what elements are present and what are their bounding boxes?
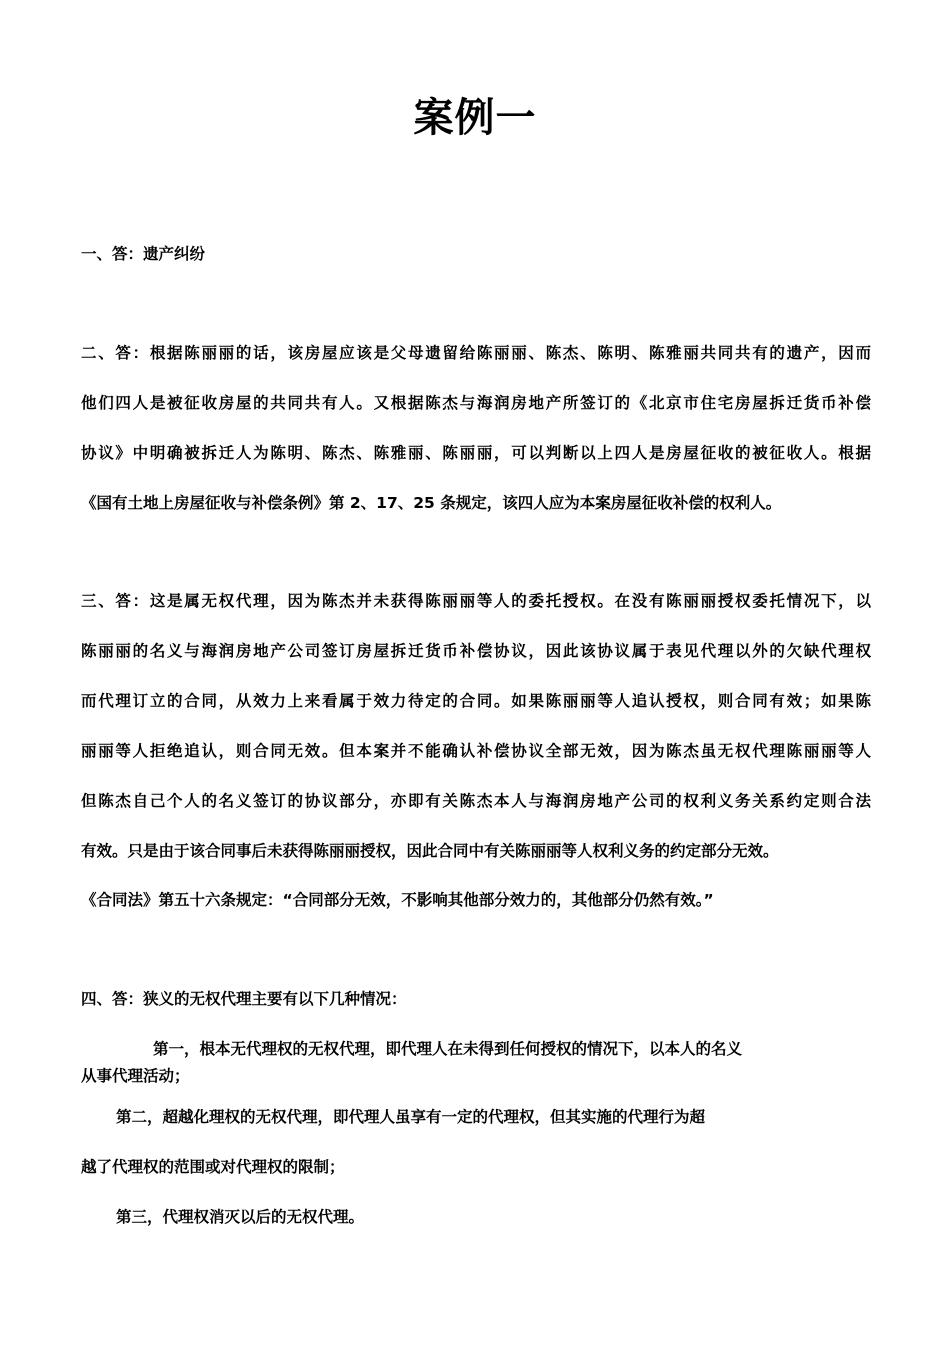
answer-4-item: 第二，超越化理权的无权代理，即代理人虽享有一定的代理权，但其实施的代理行为超 — [116, 1108, 706, 1126]
answer-3-line: 而代理订立的合同，从效力上来看属于效力待定的合同。如果陈丽丽等人追认授权，则合同有效；如果陈 — [81, 692, 871, 710]
answer-3-line: 有效。只是由于该合同事后未获得陈丽丽授权，因此合同中有关陈丽丽等人权利义务的约定部分无效。 — [81, 842, 779, 860]
answer-4-item: 越了代理权的范围或对代理权的限制； — [81, 1158, 345, 1176]
document-title: 案例一 — [413, 95, 537, 141]
answer-1: 一、答：遗产纠纷 — [81, 245, 206, 263]
answer-3-line: 陈丽丽的名义与海润房地产公司签订房屋拆迁货币补偿协议，因此该协议属于表见代理以外的欠缺代理权 — [81, 642, 871, 660]
answer-3-line: 但陈杰自己个人的名义签订的协议部分，亦即有关陈杰本人与海润房地产公司的权利义务关系约定则合法 — [81, 792, 871, 810]
answer-2-line: 《国有土地上房屋征收与补偿条例》第 2、17、25 条规定，该四人应为本案房屋征收补偿的权利人。 — [81, 494, 782, 512]
answer-3-line: 丽丽等人拒绝追认，则合同无效。但本案并不能确认补偿协议全部无效，因为陈杰虽无权代理陈丽丽等人 — [81, 742, 871, 760]
answer-3-line: 《合同法》第五十六条规定：“合同部分无效，不影响其他部分效力的，其他部分仍然有效。” — [81, 891, 714, 909]
answer-3-line: 三、答：这是属无权代理，因为陈杰并未获得陈丽丽等人的委托授权。在没有陈丽丽授权委托情况下，以 — [81, 592, 871, 610]
answer-4-item: 从事代理活动； — [81, 1067, 190, 1085]
answer-4-item: 第三，代理权消灭以后的无权代理。 — [116, 1208, 365, 1226]
answer-2-line: 他们四人是被征收房屋的共同共有人。又根据陈杰与海润房地产所签订的《北京市住宅房屋拆迁货币补偿 — [81, 394, 871, 412]
answer-2-line: 协议》中明确被拆迁人为陈明、陈杰、陈雅丽、陈丽丽，可以判断以上四人是房屋征收的被征收人。根据 — [81, 444, 871, 462]
answer-4-intro: 四、答：狭义的无权代理主要有以下几种情况： — [81, 990, 407, 1008]
answer-4-item: 第一，根本无代理权的无权代理，即代理人在未得到任何授权的情况下，以本人的名义 — [153, 1040, 743, 1058]
answer-2-line: 二、答：根据陈丽丽的话，该房屋应该是父母遗留给陈丽丽、陈杰、陈明、陈雅丽共同共有的遗产，因而 — [81, 344, 871, 362]
